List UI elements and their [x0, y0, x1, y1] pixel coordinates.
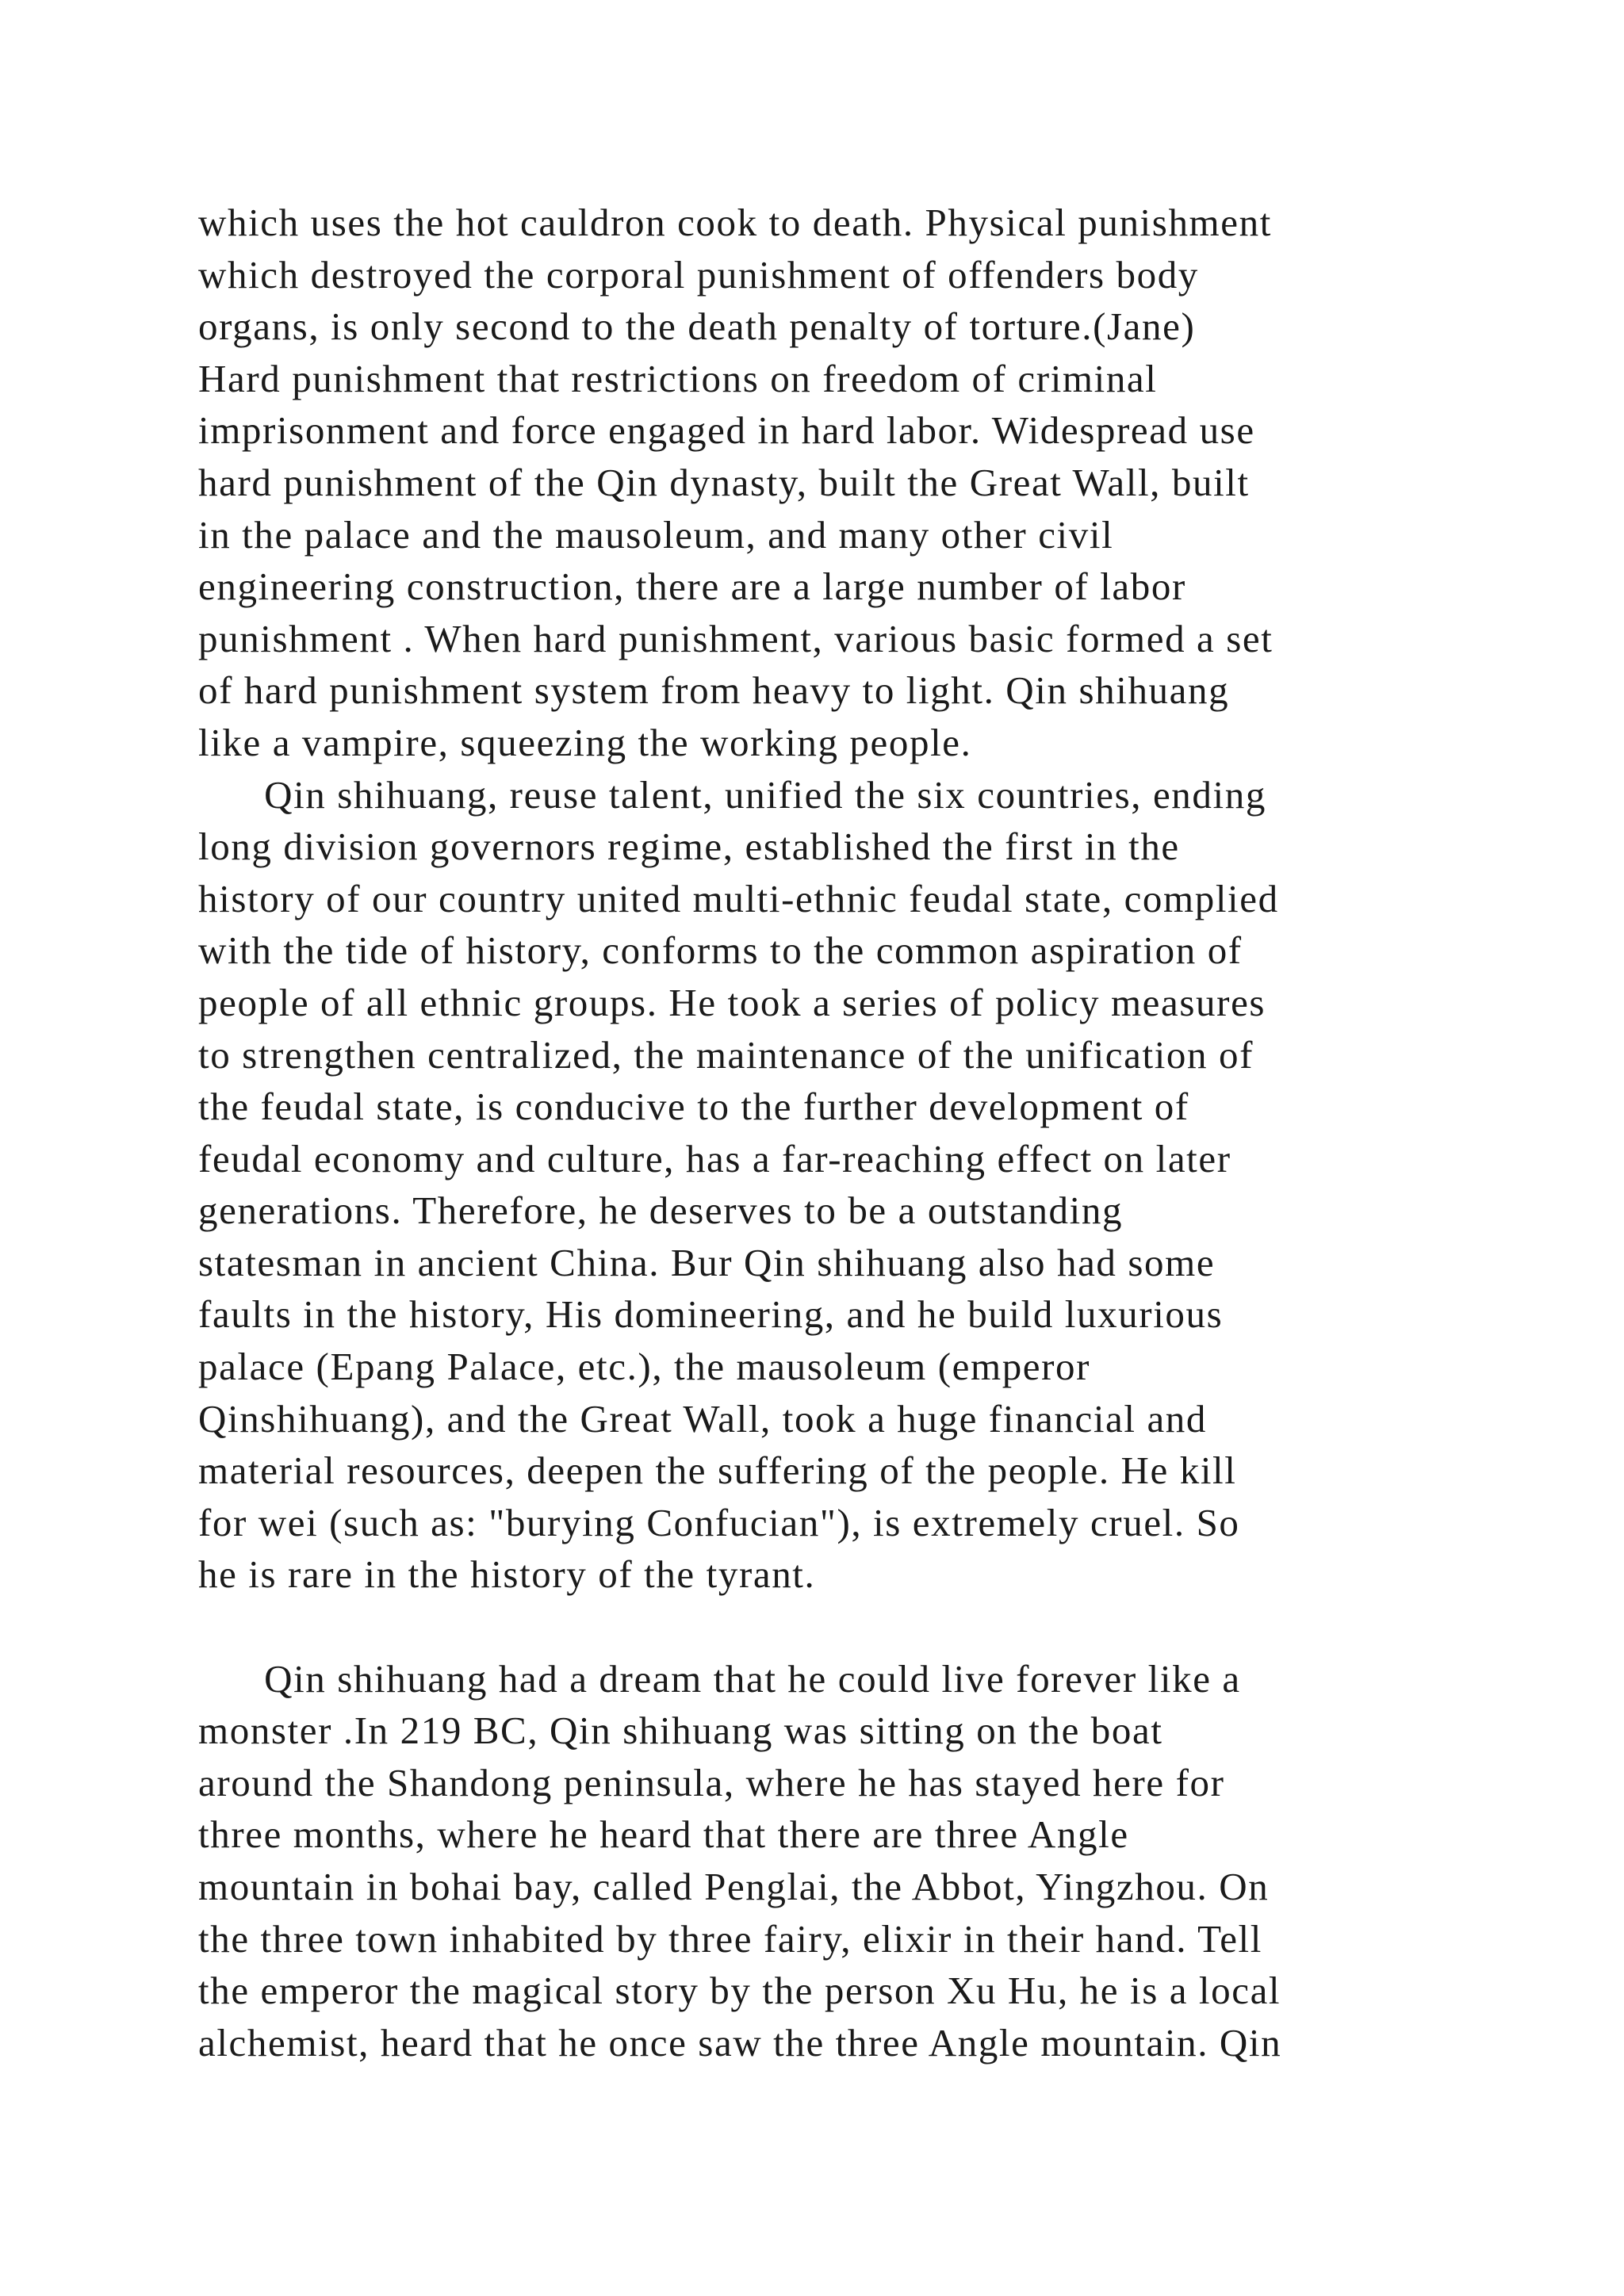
paragraph-start-line: Qin shihuang, reuse talent, unified the six countries, ending	[198, 772, 1266, 817]
text-line: long division governors regime, established the first in the	[198, 825, 1180, 869]
text-line: to strengthen centralized, the maintenance of the unification of	[198, 1032, 1254, 1077]
text-line: the three town inhabited by three fairy, elixir in their hand. Tell	[198, 1916, 1262, 1961]
text-line: which uses the hot cauldron cook to death. Physical punishment	[198, 201, 1272, 244]
text-line: alchemist, heard that he once saw the three Angle mountain. Qin	[198, 2020, 1282, 2064]
text-line: hard punishment of the Qin dynasty, built the Great Wall, built	[198, 460, 1250, 504]
text-line: generations. Therefore, he deserves to be a outstanding	[198, 1188, 1124, 1233]
text-line: engineering construction, there are a large number of labor	[198, 564, 1186, 609]
text-line: of hard punishment system from heavy to light. Qin shihuang	[198, 668, 1230, 713]
text-line: feudal economy and culture, has a far-reaching effect on later	[198, 1136, 1231, 1181]
text-line: with the tide of history, conforms to the common aspiration of	[198, 928, 1243, 973]
text-line: organs, is only second to the death penalty of torture.(Jane)	[198, 304, 1196, 349]
text-line: around the Shandong peninsula, where he has stayed here for	[198, 1760, 1225, 1804]
text-line: the emperor the magical story by the person Xu Hu, he is a local	[198, 1969, 1281, 2013]
text-line: people of all ethnic groups. He took a series of policy measures	[198, 980, 1266, 1024]
text-line: like a vampire, squeezing the working people.	[198, 720, 972, 764]
text-line: which destroyed the corporal punishment of offenders body	[198, 252, 1199, 297]
text-line: history of our country united multi-ethnic feudal state, complied	[198, 876, 1279, 920]
text-line: material resources, deepen the suffering of the people. He kill	[198, 1448, 1237, 1493]
paragraph-start-line: Qin shihuang had a dream that he could live forever like a	[198, 1656, 1241, 1701]
text-line: Qinshihuang), and the Great Wall, took a huge financial and	[198, 1396, 1208, 1441]
text-line: three months, where he heard that there are three Angle	[198, 1812, 1129, 1857]
text-line: imprisonment and force engaged in hard labor. Widespread use	[198, 408, 1255, 453]
text-line: statesman in ancient China. Bur Qin shihuang also had some	[198, 1240, 1216, 1284]
text-line: Hard punishment that restrictions on freedom of criminal	[198, 356, 1158, 400]
text-line: the feudal state, is conducive to the further development of	[198, 1085, 1189, 1129]
text-line: monster .In 219 BC, Qin shihuang was sitting on the boat	[198, 1709, 1163, 1753]
text-line: palace (Epang Palace, etc.), the mausoleum (emperor	[198, 1345, 1091, 1389]
text-line: punishment . When hard punishment, various basic formed a set	[198, 616, 1274, 660]
text-line: faults in the history, His domineering, and he build luxurious	[198, 1292, 1224, 1337]
text-line: he is rare in the history of the tyrant.	[198, 1552, 816, 1597]
text-line: mountain in bohai bay, called Penglai, the Abbot, Yingzhou. On	[198, 1865, 1270, 1908]
body-text	[198, 197, 1451, 2068]
text-line: in the palace and the mausoleum, and many other civil	[198, 512, 1114, 557]
text-line: for wei (such as: "burying Confucian"), is extremely cruel. So	[198, 1500, 1240, 1544]
blank-line	[198, 1601, 1451, 1653]
